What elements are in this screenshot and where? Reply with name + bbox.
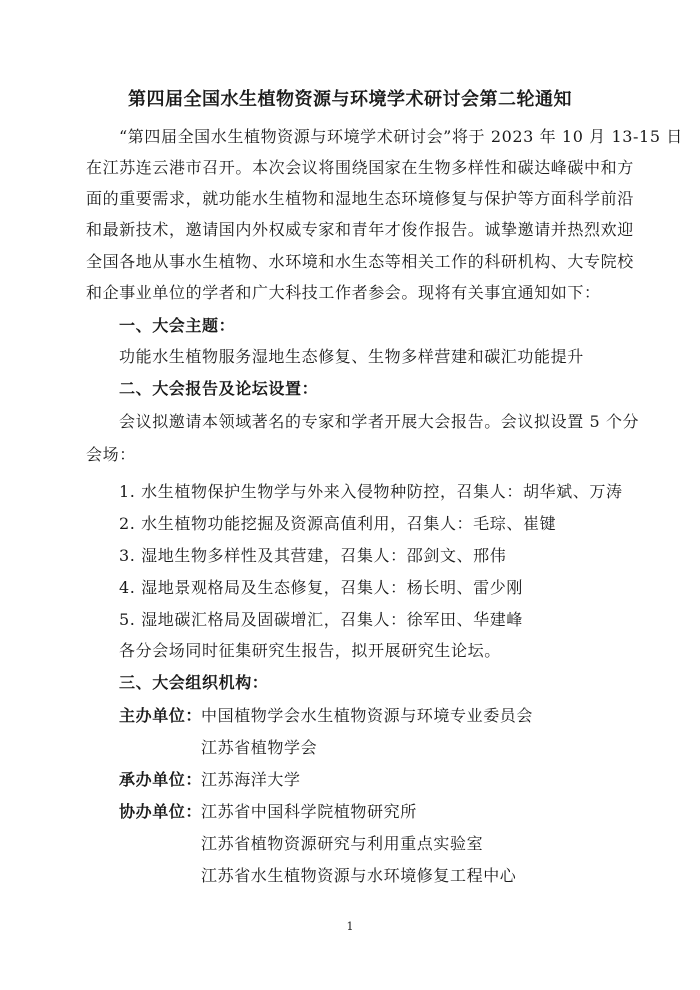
intro-line-3: 面的重要需求，就功能水生植物和湿地生态环境修复与保护等方面科学前沿 [86,189,634,208]
co-organizer-1: 江苏省中国科学院植物研究所 [201,802,417,821]
session-item-4: 4. 湿地景观格局及生态修复，召集人：杨长明、雷少刚 [119,578,523,597]
section-1-text: 功能水生植物服务湿地生态修复、生物多样营建和碳汇功能提升 [119,347,584,366]
intro-line-6: 和企事业单位的学者和广大科技工作者参会。现将有关事宜通知如下： [86,283,601,302]
section-3-heading: 三、大会组织机构： [119,673,269,692]
host-1: 中国植物学会水生植物资源与环境专业委员会 [201,706,534,725]
host-label: 主办单位： [119,706,203,725]
section-2-note: 各分会场同时征集研究生报告，拟开展研究生论坛。 [119,641,501,660]
session-item-5: 5. 湿地碳汇格局及固碳增汇，召集人：徐军田、华建峰 [119,610,523,629]
section-2-intro-line-2: 会场： [86,445,136,464]
intro-line-1: “第四届全国水生植物资源与环境学术研讨会”将于 2023 年 10 月 13-15 日 [119,127,683,146]
co-organizer-label: 协办单位： [119,802,203,821]
section-2-heading: 二、大会报告及论坛设置： [119,379,319,398]
co-organizer-2: 江苏省植物资源研究与利用重点实验室 [201,834,484,853]
host-2: 江苏省植物学会 [201,738,318,757]
intro-line-5: 全国各地从事水生植物、水环境和水生态等相关工作的科研机构、大专院校 [86,252,634,271]
section-2-intro-line-1: 会议拟邀请本领域著名的专家和学者开展大会报告。会议拟设置 5 个分 [119,412,640,431]
section-1-heading: 一、大会主题： [119,316,236,335]
session-item-2: 2. 水生植物功能挖掘及资源高值利用，召集人：毛琮、崔键 [119,514,557,533]
session-item-1: 1. 水生植物保护生物学与外来入侵物种防控，召集人：胡华斌、万涛 [119,482,623,501]
intro-line-4: 和最新技术，邀请国内外权威专家和青年才俊作报告。诚挚邀请并热烈欢迎 [86,220,634,239]
document-title: 第四届全国水生植物资源与环境学术研讨会第二轮通知 [128,89,572,110]
organizer-label: 承办单位： [119,770,203,789]
session-item-3: 3. 湿地生物多样性及其营建，召集人：邵剑文、邢伟 [119,546,507,565]
page-number: 1 [346,920,354,933]
organizer: 江苏海洋大学 [201,770,301,789]
intro-line-2: 在江苏连云港市召开。本次会议将围绕国家在生物多样性和碳达峰碳中和方 [86,158,634,177]
co-organizer-3: 江苏省水生植物资源与水环境修复工程中心 [201,866,517,885]
